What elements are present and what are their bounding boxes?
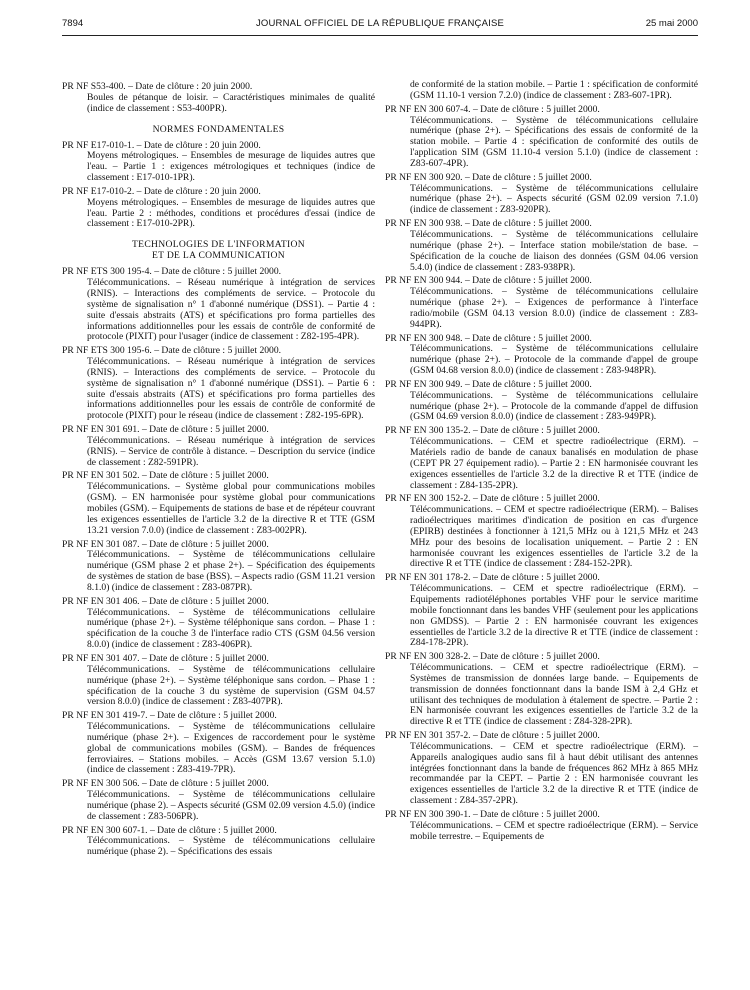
section-heading-technologies	[62, 239, 375, 261]
standard-entry	[385, 380, 698, 423]
section-heading-text: NORMES FONDAMENTALES	[152, 123, 285, 135]
standard-entry-body: Télécommunications. – Réseau numérique à intégration de services (RNIS). – Service de contrôle à distance. – Description du service (indice de classement : Z82-591PR).	[87, 434, 375, 468]
standard-entry-body: Moyens métrologiques. – Ensembles de mesurage de liquides autres que l'eau. Partie 2 : méthodes, conditions et procédures d'essai (indice de classement : E17-010-2PR).	[87, 196, 375, 230]
standard-entry-title: PR NF E17-010-1. – Date de clôture : 20 juin 2000.	[62, 139, 261, 151]
standard-entry	[385, 731, 698, 807]
standard-entry-body: Télécommunications. – Système de télécommunications cellulaire numérique (GSM phase 2 et phase 2+). – Spécification des équipements de systèmes de station de base (BSS). – Aspects radio (GSM 11.21 version 8.1.0) (indice de classement : Z83-087PR).	[87, 549, 375, 593]
standard-entry	[62, 471, 375, 536]
standard-entry-title: PR NF EN 300 938. – Date de clôture : 5 juillet 2000.	[385, 218, 592, 230]
standard-entry-body: Télécommunications. – CEM et spectre radioélectrique (ERM). – Equipements radiotéléphones portables VHF pour le service maritime mobile fonctionnant dans les bandes VHF (seulement pour les applications non GMDSS). – Partie 2 : EN harmonisée couvrant les exigences essentielles de l'article 3.2 de la directive R et TTE (indice de classement : Z84-178-2PR).	[410, 583, 698, 649]
standard-entry-body: Télécommunications. – Système global pour communications mobiles (GSM). – EN harmonisée pour système global pour communications mobiles (GSM). – Equipements de stations de base et de répéteur couvrant les exigences essentielles de l'article 3.2 de la directive R et TTE (GSM 13.21 version 7.0.0) (indice de classement : Z83-002PR).	[87, 481, 375, 536]
standard-entry-title: PR NF EN 300 152-2. – Date de clôture : 5 juillet 2000.	[385, 493, 600, 505]
standard-entry-body: Télécommunications. – CEM et spectre radioélectrique (ERM). – Balises radioélectriques maritimes d'indication de position en cas d'urgence (EPIRB) destinées à fonctionner à 121,5 MHz ou à 121,5 MHz et 243 MHz pour des besoins de localisation uniquement. – Partie 2 : EN harmonisée couvrant les exigences essentielles de l'article 3.2 de la directive R et TTE (indice de classement : Z84-152-2PR).	[410, 504, 698, 570]
standard-entry-title: PR NF EN 300 948. – Date de clôture : 5 juillet 2000.	[385, 332, 592, 344]
standard-entry-body: Télécommunications. – Système de télécommunications cellulaire numérique (phase 2+). – Système téléphonique sans cordon. – Phase 1 : spécification de la couche 3 de l'interface radio CTS (GSM 04.56 version 8.0.0) (indice de classement : Z83-406PR).	[87, 606, 375, 651]
standard-entry-body: Télécommunications. – Réseau numérique à intégration de services (RNIS). – Interactions des compléments de service. – Protocole du système de signalisation n° 1 d'abonné numérique (DSS1). – Partie 4 : suite d'essais abstraits (ATS) et spécifications pro forma partielles des informations additionnelles pour les essais de contrôle de conformité de protocole (PIXIT) pour l'usager (indice de classement : Z82-195-4PR).	[87, 277, 375, 343]
standard-entry-body: Télécommunications. – Système de télécommunications cellulaire numérique (phase 2+). – Système téléphonique sans cordon. – Phase 1 : spécification de la couche 3 du système de supervision (GSM 04.57 version 8.0.0) (indice de classement : Z83-407PR).	[87, 663, 375, 708]
continued-entry	[385, 80, 698, 102]
standard-entry-title: PR NF EN 301 407. – Date de clôture : 5 juillet 2000.	[62, 652, 269, 664]
standard-entry	[62, 346, 375, 422]
standard-entry	[385, 573, 698, 649]
standard-entry	[62, 187, 375, 230]
left-column	[62, 82, 375, 861]
standard-entry-body: Télécommunications. – Système de télécommunications cellulaire numérique (phase 2). – Spécifications des essais	[87, 835, 375, 858]
standard-entry-title: PR NF EN 300 390-1. – Date de clôture : 5 juillet 2000.	[385, 809, 600, 820]
standard-entry-body: Boules de pétanque de loisir. – Caractéristiques minimales de qualité (indice de classement : S53-400PR).	[87, 91, 375, 114]
standard-entry-body: Télécommunications. – CEM et spectre radioélectrique (ERM). – Matériels radio de bande de canaux banalisés en modulation de phase (CEPT PR 27 équipement radio). – Partie 2 : EN harmonisée couvrant les exigences essentielles de l'article 3.2 de la directive R et TTE (indice de classement : Z84-135-2PR).	[410, 436, 698, 491]
standard-entry-body: Télécommunications. – Système de télécommunications cellulaire numérique (phase 2+). – Exigences de performance à l'interface radio/mobile (GSM 04.13 version 8.0.0) (indice de classement : Z83-944PR).	[410, 286, 698, 330]
standard-entry	[385, 219, 698, 273]
standard-entry-body: Télécommunications. – CEM et spectre radioélectrique (ERM). – Service mobile terrestre. – Equipements de	[410, 819, 698, 842]
standard-entry-body: Télécommunications. – Réseau numérique à intégration de services (RNIS). – Interactions des compléments de service. – Protocole du système de signalisation n° 1 d'abonné numérique (DSS1). – Partie 6 : suite d'essais abstraits (ATS) et spécifications pro forma partielles des informations additionnelles pour les essais de contrôle de conformité de protocole (PIXIT) pour le réseau (indice de classement : Z82-195-6PR).	[87, 356, 375, 422]
right-column	[385, 80, 698, 846]
section-heading-normes-fondamentales	[62, 124, 375, 135]
standard-entry-title: PR NF EN 300 944. – Date de clôture : 5 juillet 2000.	[385, 275, 592, 287]
standard-entry	[385, 426, 698, 491]
standard-entry-body: Télécommunications. – Système de télécommunications cellulaire numérique (phase 2+). – Interface station mobile/station de base. – Spécification de la couche de liaison des données (GSM 04.06 version 5.4.0) (indice de classement : Z83-938PR).	[410, 228, 698, 273]
standard-entry-title: PR NF EN 301 691. – Date de clôture : 5 juillet 2000.	[62, 424, 269, 436]
standard-entry	[385, 334, 698, 377]
standard-entry-title: PR NF S53-400. – Date de clôture : 20 juin 2000.	[62, 81, 253, 92]
standard-entry-title: PR NF ETS 300 195-6. – Date de clôture : 5 juillet 2000.	[62, 345, 282, 357]
standard-entry-body: Télécommunications. – Système de télécommunications cellulaire numérique (phase 2+). – Protocole de la commande d'appel de diffusion (GSM 04.69 version 8.0.0) (indice de classement : Z83-949PR).	[410, 389, 698, 423]
standard-entry-title: PR NF EN 301 419-7. – Date de clôture : 5 juillet 2000.	[62, 710, 277, 722]
standard-entry-body: Télécommunications. – CEM et spectre radioélectrique (ERM). – Appareils analogiques audio sans fil à haut débit utilisant des antennes intégrées fonctionnant dans la bande de fréquences 862 MHz à 865 MHz recommandée par la CEPT. – Partie 2 : EN harmonisée couvrant les exigences essentielles de l'article 3.2 de la directive R et TTE (indice de classement : Z84-357-2PR).	[410, 740, 698, 807]
standard-entry	[62, 779, 375, 822]
standard-entry	[62, 654, 375, 708]
standard-entry-body: Télécommunications. – Système de télécommunications cellulaire numérique (phase 2). – Aspects sécurité (GSM 02.09 version 4.5.0) (indice de classement : Z83-506PR).	[87, 789, 375, 822]
issue-date: 25 mai 2000	[645, 18, 698, 29]
standard-entry	[62, 267, 375, 343]
standard-entry-body: Moyens métrologiques. – Ensembles de mesurage de liquides autres que l'eau. – Partie 1 : exigences métrologiques et techniques (indice de classement : E17-010-1PR).	[87, 150, 375, 184]
standard-entry	[385, 494, 698, 570]
page-number: 7894	[62, 18, 84, 29]
continued-entry-body: de conformité de la station mobile. – Partie 1 : spécification de conformité (GSM 11.10-1 version 7.2.0) (indice de classement : Z83-607-1PR).	[410, 79, 698, 101]
standard-entry-title: PR NF EN 300 607-1. – Date de clôture : 5 juillet 2000.	[62, 824, 277, 836]
standard-entry-body: Télécommunications. – Système de télécommunications cellulaire numérique (phase 2+). – Protocole de la commande d'appel de groupe (GSM 04.68 version 8.0.0) (indice de classement : Z83-948PR).	[410, 343, 698, 377]
standard-entry-title: PR NF E17-010-2. – Date de clôture : 20 juin 2000.	[62, 185, 261, 197]
standard-entry	[385, 810, 698, 843]
page-header	[62, 18, 698, 32]
standard-entry-title: PR NF EN 301 502. – Date de clôture : 5 juillet 2000.	[62, 470, 269, 482]
standard-entry-title: PR NF EN 300 328-2. – Date de clôture : 5 juillet 2000.	[385, 651, 600, 663]
standard-entry-title: PR NF EN 300 949. – Date de clôture : 5 juillet 2000.	[385, 378, 592, 390]
standard-entry-title: PR NF ETS 300 195-4. – Date de clôture : 5 juillet 2000.	[62, 266, 282, 278]
section-heading-line-1: TECHNOLOGIES DE L'INFORMATION	[132, 239, 305, 251]
standard-entry-title: PR NF EN 301 178-2. – Date de clôture : 5 juillet 2000.	[385, 572, 600, 584]
standard-entry	[62, 82, 375, 115]
standard-entry	[385, 105, 698, 170]
standard-entry-title: PR NF EN 301 087. – Date de clôture : 5 juillet 2000.	[62, 538, 269, 550]
standard-entry	[62, 141, 375, 184]
standard-entry-body: Télécommunications. – Système de télécommunications cellulaire numérique (phase 2+). – Exigences de raccordement pour le système global de communications mobiles (GSM). – Bandes de fréquences ferroviaires. – Stations mobiles. – Accès (GSM 13.67 version 5.1.0) (indice de classement : Z83-419-7PR).	[87, 721, 375, 776]
standard-entry-title: PR NF EN 300 135-2. – Date de clôture : 5 juillet 2000.	[385, 425, 600, 437]
standard-entry	[385, 173, 698, 216]
standard-entry-body: Télécommunications. – Système de télécommunications cellulaire numérique (phase 2+). – Aspects sécurité (GSM 02.09 version 7.1.0) (indice de classement : Z83-920PR).	[410, 182, 698, 216]
standard-entry	[62, 425, 375, 468]
standard-entry-title: PR NF EN 301 406. – Date de clôture : 5 juillet 2000.	[62, 595, 269, 607]
standard-entry-title: PR NF EN 300 506. – Date de clôture : 5 juillet 2000.	[62, 778, 269, 790]
header-rule	[62, 35, 698, 36]
standard-entry-body: Télécommunications. – Système de télécommunications cellulaire numérique (phase 2+). – Spécifications des essais de conformité de la station mobile. – Partie 4 : spécification de conformité des outils de l'application SIM (GSM 11.10-4 version 5.1.0) (indice de classement : Z83-607-4PR).	[410, 114, 698, 169]
standard-entry	[62, 711, 375, 776]
standard-entry-body: Télécommunications. – CEM et spectre radioélectrique (ERM). – Systèmes de transmission de données large bande. – Equipements de transmission de données fonctionnant dans la bande ISM à 2,4 GHz et utilisant des techniques de modulation à étalement de spectre. – Partie 2 : EN harmonisée couvrant les exigences essentielles de l'article 3.2 de la directive R et TTE (indice de classement : Z84-328-2PR).	[410, 662, 698, 728]
standard-entry-title: PR NF EN 300 920. – Date de clôture : 5 juillet 2000.	[385, 171, 592, 183]
standard-entry	[385, 276, 698, 330]
standard-entry	[385, 652, 698, 728]
standard-entry	[62, 597, 375, 651]
journal-title: JOURNAL OFFICIEL DE LA RÉPUBLIQUE FRANÇAISE	[255, 18, 505, 29]
standard-entry-title: PR NF EN 300 607-4. – Date de clôture : 5 juillet 2000.	[385, 103, 600, 115]
standard-entry-title: PR NF EN 301 357-2. – Date de clôture : 5 juillet 2000.	[385, 730, 600, 742]
standard-entry	[62, 540, 375, 594]
section-heading-line-2: ET DE LA COMMUNICATION	[151, 250, 285, 262]
standard-entry	[62, 826, 375, 859]
